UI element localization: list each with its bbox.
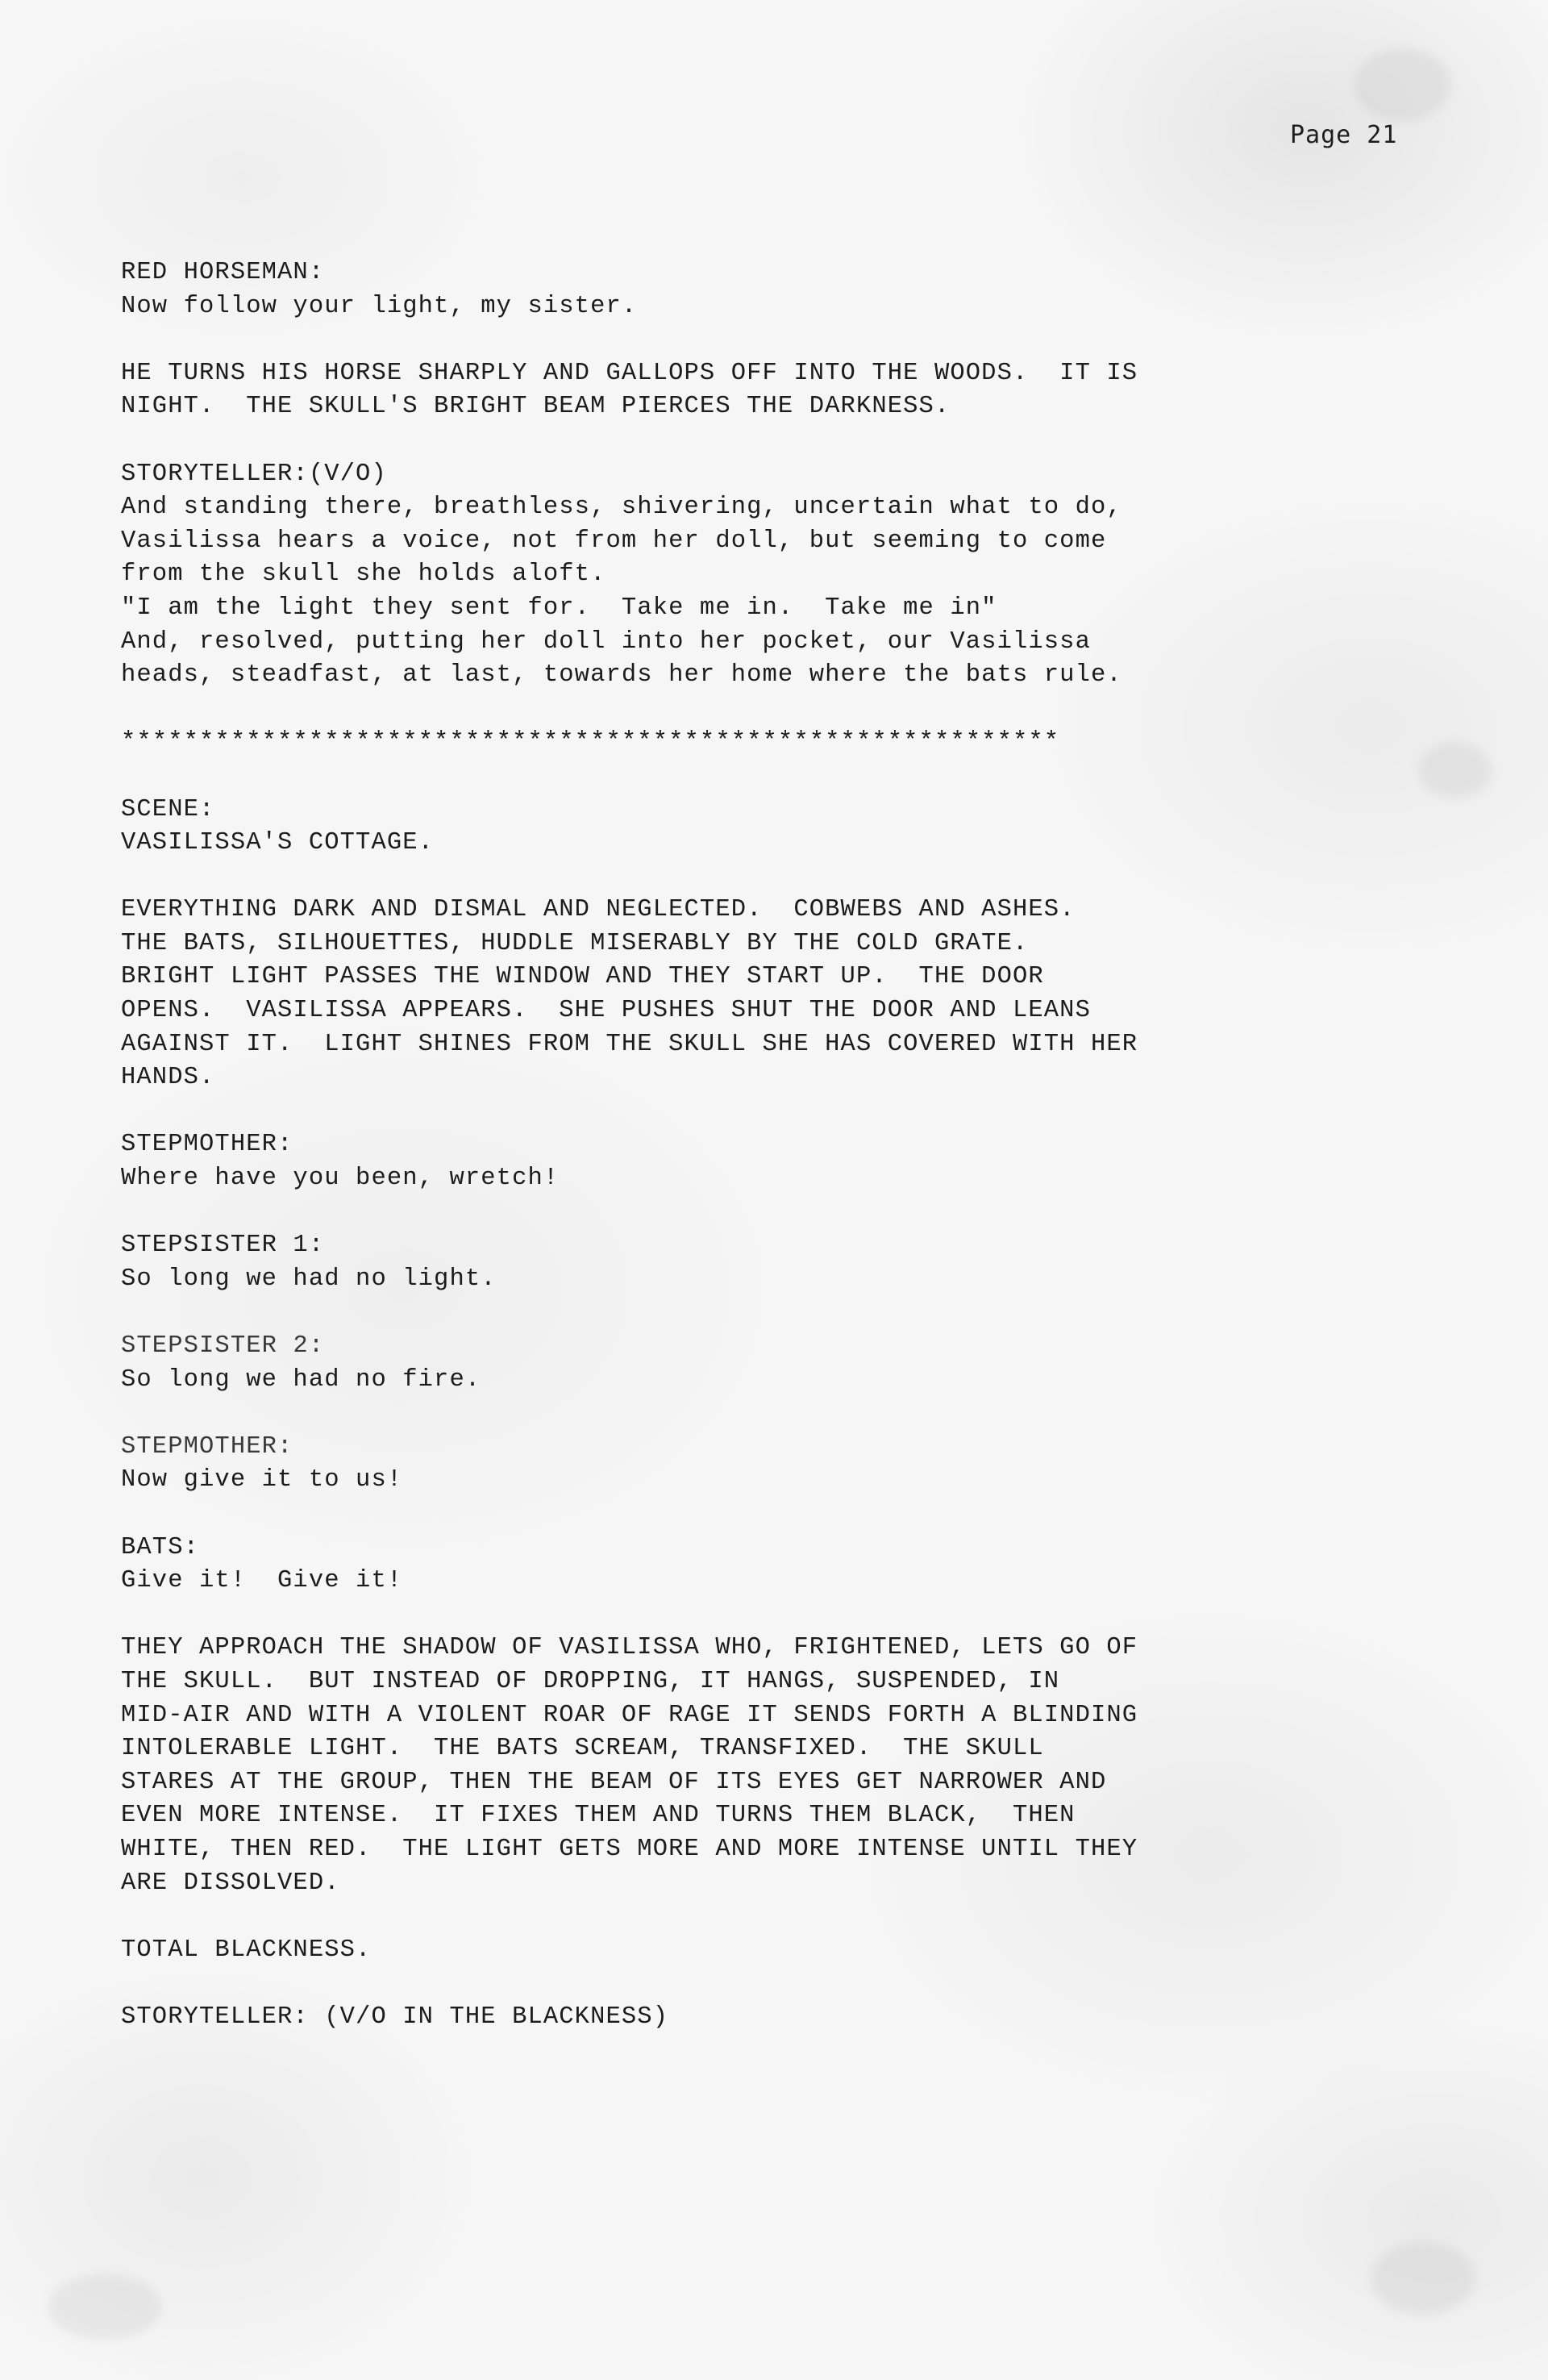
action-line: AGAINST IT. LIGHT SHINES FROM THE SKULL SHE HAS COVERED WITH HER xyxy=(121,1030,1138,1058)
action-line: MID-AIR AND WITH A VIOLENT ROAR OF RAGE IT SENDS FORTH A BLINDING xyxy=(121,1701,1138,1729)
character-name: RED HORSEMAN: xyxy=(121,259,325,286)
dialogue-line: from the skull she holds aloft. xyxy=(121,561,606,589)
action-line: BRIGHT LIGHT PASSES THE WINDOW AND THEY START UP. THE DOOR xyxy=(121,963,1044,991)
paper-stain xyxy=(1371,2242,1475,2315)
action-line: THE SKULL. BUT INSTEAD OF DROPPING, IT HANGS, SUSPENDED, IN xyxy=(121,1667,1060,1695)
action-line: THEY APPROACH THE SHADOW OF VASILISSA WHO, FRIGHTENED, LETS GO OF xyxy=(121,1634,1138,1662)
character-name: STEPSISTER 1: xyxy=(121,1232,325,1260)
action-block xyxy=(121,357,1451,424)
action-line: INTOLERABLE LIGHT. THE BATS SCREAM, TRANSFIXED. THE SKULL xyxy=(121,1735,1044,1763)
dialogue-block xyxy=(121,1229,1451,1296)
asterisk-divider: ************************************************************ xyxy=(121,728,1060,757)
scene-label: SCENE: xyxy=(121,795,215,823)
character-name: STORYTELLER: (V/O IN THE BLACKNESS) xyxy=(121,2003,669,2031)
character-name: STORYTELLER:(V/O) xyxy=(121,460,387,488)
divider-block xyxy=(121,726,1451,760)
scene-block xyxy=(121,794,1451,861)
dialogue-line: Now give it to us! xyxy=(121,1466,403,1494)
action-line: NIGHT. THE SKULL'S BRIGHT BEAM PIERCES THE DARKNESS. xyxy=(121,393,951,421)
dialogue-line: And standing there, breathless, shivering, uncertain what to do, xyxy=(121,494,1122,522)
dialogue-line: Vasilissa hears a voice, not from her doll, but seeming to come xyxy=(121,527,1107,555)
scene-location: VASILISSA'S COTTAGE. xyxy=(121,829,435,857)
dialogue-block xyxy=(121,1431,1451,1498)
dialogue-block xyxy=(121,1330,1451,1397)
dialogue-line: And, resolved, putting her doll into her pocket, our Vasilissa xyxy=(121,627,1091,656)
action-line: ARE DISSOLVED. xyxy=(121,1869,340,1897)
action-block xyxy=(121,1934,1451,1968)
character-name: STEPSISTER 2: xyxy=(121,1332,325,1360)
dialogue-line: Give it! Give it! xyxy=(121,1567,403,1595)
action-block xyxy=(121,1632,1451,1900)
paper-stain xyxy=(48,2274,161,2339)
action-line: EVEN MORE INTENSE. IT FIXES THEM AND TURNS THEM BLACK, THEN xyxy=(121,1802,1076,1830)
paper-stain xyxy=(1354,48,1451,121)
dialogue-line: So long we had no light. xyxy=(121,1265,497,1293)
action-block xyxy=(121,894,1451,1095)
action-line: TOTAL BLACKNESS. xyxy=(121,1936,372,1964)
character-name: STEPMOTHER: xyxy=(121,1432,293,1461)
dialogue-line: heads, steadfast, at last, towards her home where the bats rule. xyxy=(121,661,1122,690)
dialogue-line: So long we had no fire. xyxy=(121,1365,481,1394)
dialogue-line: Where have you been, wretch! xyxy=(121,1165,560,1193)
dialogue-block xyxy=(121,256,1451,323)
action-line: WHITE, THEN RED. THE LIGHT GETS MORE AND MORE INTENSE UNTIL THEY xyxy=(121,1835,1138,1863)
dialogue-line: Now follow your light, my sister. xyxy=(121,292,638,320)
character-name: STEPMOTHER: xyxy=(121,1131,293,1159)
dialogue-block xyxy=(121,1128,1451,1195)
action-line: HANDS. xyxy=(121,1064,215,1092)
action-line: EVERYTHING DARK AND DISMAL AND NEGLECTED. COBWEBS AND ASHES. xyxy=(121,896,1076,924)
dialogue-block xyxy=(121,2001,1451,2035)
character-name: BATS: xyxy=(121,1533,200,1561)
action-line: STARES AT THE GROUP, THEN THE BEAM OF ITS EYES GET NARROWER AND xyxy=(121,1768,1107,1796)
script-body xyxy=(121,256,1451,2068)
action-line: HE TURNS HIS HORSE SHARPLY AND GALLOPS OFF INTO THE WOODS. IT IS xyxy=(121,359,1138,387)
page-number: Page 21 xyxy=(1290,121,1398,149)
dialogue-block xyxy=(121,458,1451,693)
dialogue-line: "I am the light they sent for. Take me in. Take me in" xyxy=(121,594,997,622)
action-line: THE BATS, SILHOUETTES, HUDDLE MISERABLY BY THE COLD GRATE. xyxy=(121,929,1029,957)
action-line: OPENS. VASILISSA APPEARS. SHE PUSHES SHUT THE DOOR AND LEANS xyxy=(121,997,1091,1025)
dialogue-block xyxy=(121,1532,1451,1598)
